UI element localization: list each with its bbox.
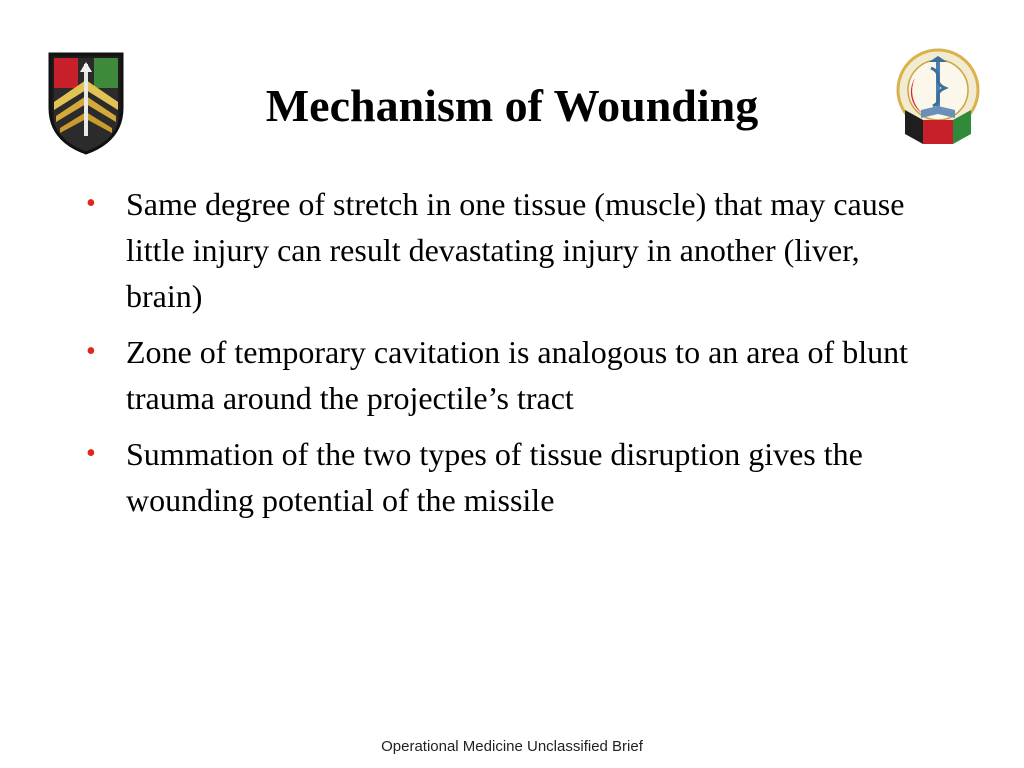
slide-footer: Operational Medicine Unclassified Brief bbox=[381, 738, 643, 755]
bullet-dot-icon: • bbox=[86, 188, 96, 219]
bullet-text: Zone of temporary cavitation is analogous to an area of blunt trauma around the projectile’s tract bbox=[126, 334, 908, 416]
military-shield-insignia-icon bbox=[46, 50, 126, 156]
slide-title: Mechanism of Wounding bbox=[265, 80, 759, 131]
bullet-item bbox=[84, 431, 934, 523]
bullet-list bbox=[84, 181, 934, 533]
bullet-text: Summation of the two types of tissue disruption gives the wounding potential of the missile bbox=[126, 436, 863, 518]
bullet-dot-icon: • bbox=[86, 336, 96, 367]
medical-caduceus-emblem-icon bbox=[893, 40, 983, 150]
bullet-dot-icon: • bbox=[86, 438, 96, 469]
bullet-item bbox=[84, 181, 934, 319]
bullet-item bbox=[84, 329, 934, 421]
bullet-text: Same degree of stretch in one tissue (muscle) that may cause little injury can result devastating injury in another (liver, brain) bbox=[126, 186, 905, 314]
